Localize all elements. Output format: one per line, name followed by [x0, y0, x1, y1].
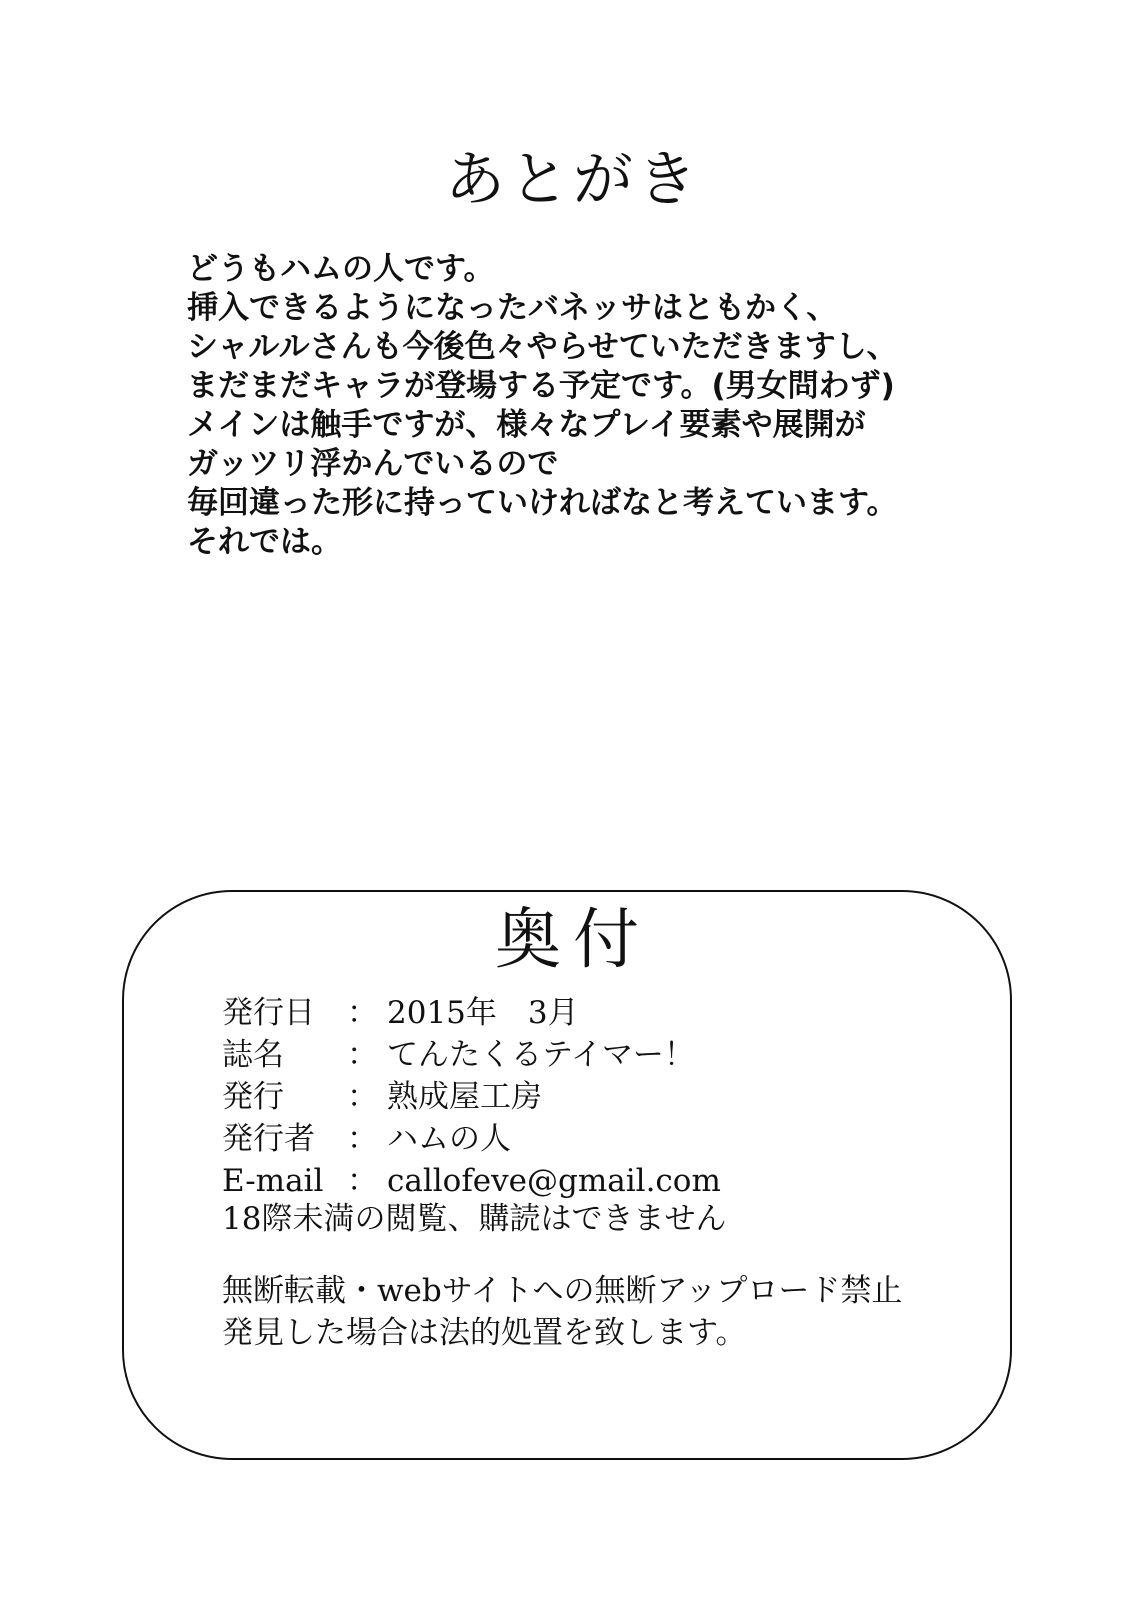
colophon-details: [222, 992, 721, 1202]
age-restriction-notice: 18際未満の閲覧、購読はできません: [222, 1201, 727, 1237]
colophon-row-author: [222, 1118, 721, 1160]
afterword-line: まだまだキャラが登場する予定です。(男女問わず): [187, 368, 895, 404]
afterword-line: メインは触手ですが、様々なプレイ要素や展開が: [187, 407, 866, 443]
colophon-title: 奥付: [495, 901, 651, 978]
colophon-label: 発行日: [222, 995, 315, 1031]
colophon-separator: ：: [347, 995, 378, 1031]
colophon-separator: ：: [347, 1037, 378, 1073]
afterword-line: どうもハムの人です。: [187, 251, 495, 287]
colophon-value: てんたくるテイマー！: [387, 1037, 695, 1073]
afterword-title: あとがき: [445, 145, 701, 215]
afterword-line: ガッツリ浮かんでいるので: [187, 446, 559, 482]
colophon-value: 2015年 3月: [387, 995, 579, 1031]
copyright-notice-line: 発見した場合は法的処置を致します。: [222, 1315, 747, 1351]
afterword-line: 毎回違った形に持っていければなと考えています。: [187, 485, 898, 521]
colophon-label: 誌名: [222, 1037, 284, 1073]
colophon-value: ハムの人: [387, 1121, 511, 1157]
afterword-line: シャルルさんも今後色々やらせていただきますし、: [187, 329, 898, 365]
afterword-line: それでは。: [187, 524, 342, 560]
colophon-separator: ：: [347, 1121, 378, 1157]
colophon-row-title: [222, 1034, 721, 1076]
colophon-label: E-mail: [222, 1163, 324, 1199]
copyright-notice-line: 無断転載・webサイトへの無断アップロード禁止: [222, 1273, 903, 1309]
afterword-line: 挿入できるようになったバネッサはともかく、: [187, 290, 838, 326]
colophon-separator: ：: [347, 1163, 378, 1199]
colophon-row-publish-date: [222, 992, 721, 1034]
colophon-label: 発行: [222, 1079, 284, 1115]
email-address: callofeve@gmail.com: [387, 1163, 721, 1199]
colophon-value: 熟成屋工房: [387, 1079, 542, 1115]
colophon-label: 発行者: [222, 1121, 315, 1157]
colophon-row-email: [222, 1160, 721, 1202]
afterword-body: [187, 250, 1087, 562]
colophon-row-publisher: [222, 1076, 721, 1118]
colophon-separator: ：: [347, 1079, 378, 1115]
